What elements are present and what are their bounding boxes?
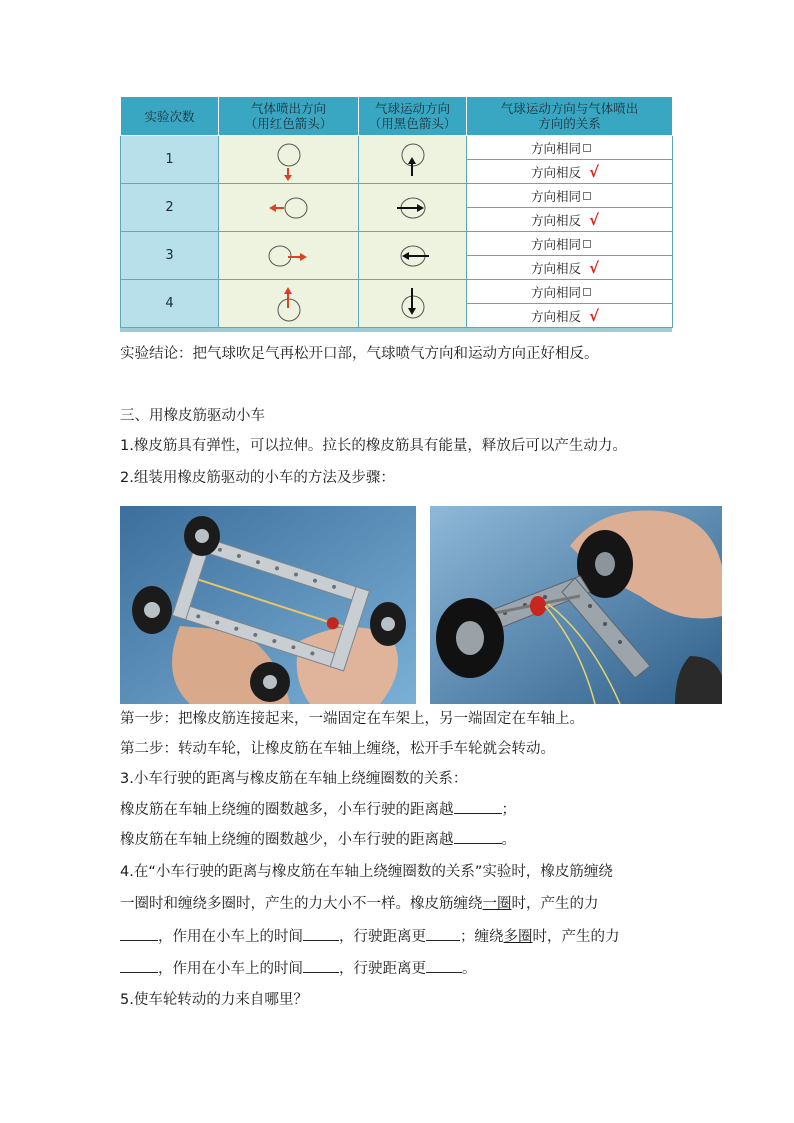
table-row [121, 280, 673, 304]
sentence-text: ，行驶距离更 [339, 929, 426, 945]
balloon-move-down-icon [383, 282, 443, 326]
option-same-cell [467, 136, 673, 160]
header-balloon-direction: 气球运动方向 （用黑色箭头） [359, 97, 467, 136]
option-same: 方向相同 [531, 284, 582, 300]
checkbox-icon [583, 288, 591, 296]
sentence-text: ，作用在小车上的时间 [158, 929, 303, 945]
step-1: 第一步：把橡皮筋连接起来，一端固定在车架上，另一端固定在车轴上。 [120, 711, 584, 727]
sentence-text: 时，产生的力 [532, 929, 620, 945]
fill-in-fewer-turns [120, 829, 516, 850]
option-same: 方向相同 [531, 188, 582, 204]
experiment-table-figure [120, 96, 672, 332]
check-mark: √ [589, 306, 600, 325]
paragraph-4-line-1: 4.在“小车行驶的距离与橡皮筋在车轴上绕缠圈数的关系”实验时，橡皮筋缠绕 [120, 864, 613, 880]
option-opposite-cell [467, 304, 673, 328]
balloon-gas-right-icon [254, 234, 324, 278]
option-same: 方向相同 [531, 236, 582, 252]
balloon-gas-left-icon [254, 186, 324, 230]
answer-blank[interactable] [426, 958, 462, 973]
step-2: 第二步：转动车轮，让橡皮筋在车轴上缠绕，松开手车轮就会转动。 [120, 741, 555, 757]
axle-winding-photo [430, 506, 722, 704]
sentence-text: 橡皮筋在车轴上绕缠的圈数越多，小车行驶的距离越 [120, 802, 454, 818]
photo-rubber-band-car-assembly [120, 506, 416, 704]
gas-direction-figure [219, 184, 359, 232]
experiment-conclusion: 实验结论：把气球吹足气再松开口部，气球喷气方向和运动方向正好相反。 [120, 346, 599, 362]
option-opposite: 方向相反 [531, 260, 582, 276]
trial-number: 4 [121, 280, 219, 328]
balloon-move-right-icon [383, 186, 443, 230]
balloon-direction-figure [359, 280, 467, 328]
balloon-direction-figure [359, 136, 467, 184]
balloon-move-left-icon [383, 234, 443, 278]
experiment-table [120, 96, 673, 328]
option-opposite-cell [467, 160, 673, 184]
answer-blank[interactable] [454, 829, 502, 844]
sentence-text: ，行驶距离更 [339, 961, 426, 977]
answer-blank[interactable] [303, 926, 339, 941]
table-header-row [121, 97, 673, 136]
balloon-move-up-icon [383, 138, 443, 182]
option-same-cell [467, 232, 673, 256]
paragraph-5: 5.使车轮转动的力来自哪里？ [120, 992, 308, 1008]
header-relation: 气球运动方向与气体喷出 方向的关系 [467, 97, 673, 136]
photo-winding-rubber-band [430, 506, 722, 704]
option-opposite: 方向相反 [531, 164, 582, 180]
answer-blank[interactable] [454, 799, 502, 814]
trial-number: 2 [121, 184, 219, 232]
option-opposite: 方向相反 [531, 308, 582, 324]
option-opposite-cell [467, 256, 673, 280]
checkbox-icon [583, 240, 591, 248]
sentence-text: 时，产生的力 [511, 896, 599, 912]
paragraph-4-line-2 [120, 894, 599, 914]
gas-direction-figure [219, 280, 359, 328]
paragraph-1: 1.橡皮筋具有弹性，可以拉伸。拉长的橡皮筋具有能量，释放后可以产生动力。 [120, 438, 627, 454]
sentence-text: ，作用在小车上的时间 [158, 961, 303, 977]
gas-direction-figure [219, 136, 359, 184]
paragraph-3: 3.小车行驶的距离与橡皮筋在车轴上绕缠圈数的关系： [120, 771, 468, 787]
sentence-end: 。 [462, 961, 477, 977]
balloon-gas-up-icon [259, 282, 319, 326]
trial-number: 1 [121, 136, 219, 184]
option-same-cell [467, 280, 673, 304]
table-row [121, 136, 673, 160]
paragraph-4-line-4 [120, 958, 477, 979]
answer-blank[interactable] [426, 926, 460, 941]
underlined-term: 多圈 [503, 929, 533, 945]
answer-blank[interactable] [303, 958, 339, 973]
sentence-text: 一圈时和缠绕多圈时，产生的力大小不一样。橡皮筋缠绕 [120, 896, 483, 912]
check-mark: √ [589, 210, 600, 229]
underlined-term: 一圈 [482, 896, 512, 912]
sentence-text: ；缠绕 [460, 929, 504, 945]
answer-blank[interactable] [120, 926, 158, 941]
option-same: 方向相同 [531, 140, 582, 156]
balloon-gas-down-icon [259, 138, 319, 182]
gas-direction-figure [219, 232, 359, 280]
paragraph-2: 2.组装用橡皮筋驱动的小车的方法及步骤： [120, 470, 395, 486]
table-row [121, 184, 673, 208]
header-trial-count: 实验次数 [121, 97, 219, 136]
check-mark: √ [589, 162, 600, 181]
balloon-direction-figure [359, 184, 467, 232]
checkbox-icon [583, 144, 591, 152]
balloon-direction-figure [359, 232, 467, 280]
fill-in-more-turns [120, 799, 516, 820]
option-opposite-cell [467, 208, 673, 232]
option-opposite: 方向相反 [531, 212, 582, 228]
sentence-end: 。 [501, 832, 516, 848]
trial-number: 3 [121, 232, 219, 280]
option-same-cell [467, 184, 673, 208]
sentence-end: ； [501, 802, 516, 818]
paragraph-4-line-3 [120, 926, 620, 947]
sentence-text: 橡皮筋在车轴上绕缠的圈数越少，小车行驶的距离越 [120, 832, 454, 848]
answer-blank[interactable] [120, 958, 158, 973]
check-mark: √ [589, 258, 600, 277]
header-gas-direction: 气体喷出方向 （用红色箭头） [219, 97, 359, 136]
section-heading: 三、用橡皮筋驱动小车 [120, 408, 265, 424]
checkbox-icon [583, 192, 591, 200]
car-frame-photo [120, 506, 416, 704]
table-row [121, 232, 673, 256]
